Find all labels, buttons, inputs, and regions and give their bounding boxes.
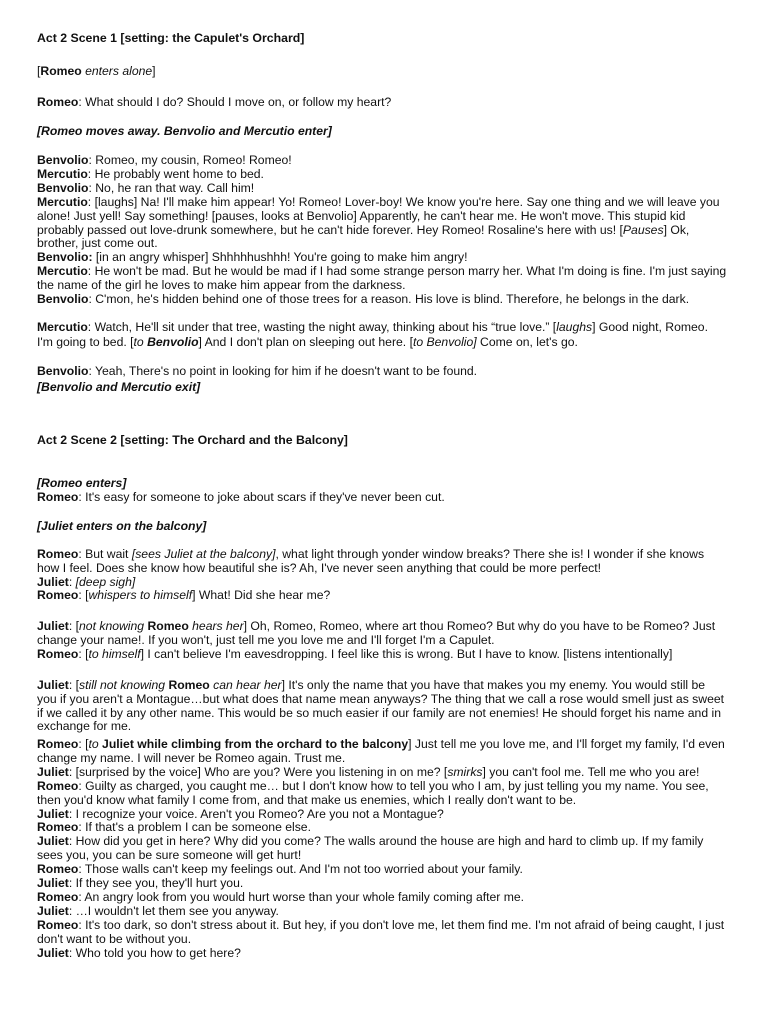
scene2-dialogue-cont3 [37,738,727,961]
dialogue-line: Romeo: [to Juliet while climbing from the orchard to the balcony] Just tell me you love me, and I'll forget my family, I'd even change my name. I will never be Romeo again. Trust me. [37,737,725,765]
dialogue-line: Romeo: It's too dark, so don't stress about it. But hey, if you don't love me, let them find me. I'm not afraid of being caught, I just don't want to be without you. [37,917,725,946]
scene2-title: Act 2 Scene 2 [setting: The Orchard and the Balcony] [37,433,348,447]
dialogue-line: Romeo: It's easy for someone to joke about scars if they've never been cut. [37,490,445,504]
dialogue-line: Romeo: If that's a problem I can be someone else. [37,820,311,835]
dialogue-line: Juliet: If they see you, they'll hurt you. [37,876,244,891]
scene2-dialogue [37,548,727,603]
dialogue-line: Romeo: But wait [sees Juliet at the balcony], what light through yonder window breaks? There she is! I wonder if she knows how I feel. Does she know how beautiful she is? Ah, I've never seen anything that could be more perfect! [37,547,705,575]
dialogue-line: Romeo: What should I do? Should I move on, or follow my heart? [37,95,392,109]
dialogue-line: Benvolio: Romeo, my cousin, Romeo! Romeo! [37,153,292,167]
dialogue-line: Romeo: Those walls can't keep my feelings out. And I'm not too worried about your family. [37,862,523,877]
scene1-dialogue [37,154,727,307]
dialogue-line: Benvolio: [in an angry whisper] Shhhhhushhh! You're going to make him angry! [37,250,468,265]
dialogue-line: Romeo: [to himself] I can't believe I'm eavesdropping. I feel like this is wrong. But I have to know. [listens intentionally] [37,646,673,661]
dialogue-line: Juliet: How did you get in here? Why did you come? The walls around the house are high and hard to climb up. If my family sees you, you can be sure someone will get hurt! [37,834,704,863]
scene2-dialogue-cont [37,620,727,661]
dialogue-line: Mercutio: Watch, He'll sit under that tree, wasting the night away, thinking about his “true love.” [laughs] Good night, Romeo. I'm going to bed. [to Benvolio] And I don't plan on sleeping out here. [to Benvolio] Come on, let's go. [37,320,708,350]
dialogue-line: Mercutio: [laughs] Na! I'll make him appear! Yo! Romeo! Lover-boy! We know you're here. Say one thing and we will leave you alone! Just yell! Say something! [pauses, looks at Benvolio] Apparently, he can't hear me. He won't move. This stupid kid probably passed out love-drunk somewhere, but he can't hide forever. Hey Romeo! Rosaline's here with us! [Pauses] Ok, brother, just come out. [37,194,720,251]
dialogue-line: Romeo: An angry look from you would hurt worse than your whole family coming after me. [37,889,525,904]
dialogue-line: Benvolio: No, he ran that way. Call him! [37,180,255,195]
stage-direction-romeo-enters: [Romeo enters] [37,476,127,490]
dialogue-line: Juliet: Who told you how to get here? [37,945,241,960]
dialogue-line: Mercutio: He probably went home to bed. [37,166,264,181]
dialogue-line: Mercutio: He won't be mad. But he would be mad if I had some strange person marry her. What I'm doing is fine. I'm just saying the name of the girl he loves to make him appear from the darkness. [37,264,727,293]
dialogue-line: Juliet: [deep sigh] [37,574,136,589]
dialogue-line: Juliet: I recognize your voice. Aren't you Romeo? Are you not a Montague? [37,806,444,821]
dialogue-line: Juliet: [not knowing Romeo hears her] Oh, Romeo, Romeo, where art thou Romeo? But why do you have to be Romeo? Just change your name!. If you won't, just tell me you love me and I'll forget I'm a Capulet. [37,619,716,647]
dialogue-line: Romeo: Guilty as charged, you caught me… but I don't know how to tell you who I am, by just telling you my name. You see, then you'd know what family I come from, and that make us enemies, which I really don't want to be. [37,778,709,807]
stage-direction-moves-away: [Romeo moves away. Benvolio and Mercutio enter] [37,124,332,138]
dialogue-line: Juliet: …I wouldn't let them see you anyway. [37,903,279,918]
scene2-dialogue-cont2 [37,679,727,734]
stage-direction-romeo-enters: [Romeo enters alone] [37,64,156,78]
dialogue-line: Romeo: [whispers to himself] What! Did she hear me? [37,588,331,603]
stage-direction-juliet-enters: [Juliet enters on the balcony] [37,519,207,533]
dialogue-line: Juliet: [surprised by the voice] Who are you? Were you listening in on me? [smirks] you can't fool me. Tell me who you are! [37,764,700,779]
stage-direction-exit: [Benvolio and Mercutio exit] [37,380,201,394]
dialogue-line: Benvolio: Yeah, There's no point in looking for him if he doesn't want to be found. [37,364,478,378]
scene1-title: Act 2 Scene 1 [setting: the Capulet's Orchard] [37,31,305,45]
dialogue-line: Benvolio: C'mon, he's hidden behind one of those trees for a reason. His love is blind. Therefore, he belongs in the dark. [37,292,690,307]
dialogue-line: Juliet: [still not knowing Romeo can hear her] It's only the name that you have that makes you my enemy. You would still be you if you aren't a Montague…but what does that name mean anyways? The thing that we call a rose would smell just as sweet if we called it by any other name. This would be so much easier if our family are not enemies! He should forget his name and in exchange for me. [37,678,725,734]
